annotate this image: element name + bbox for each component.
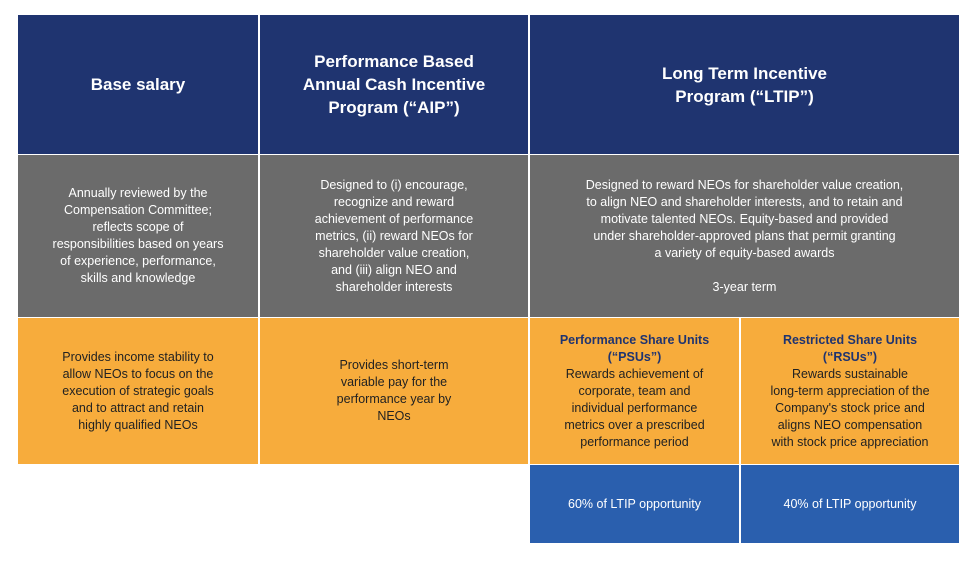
ltip-header [530, 15, 959, 154]
base-salary-header [18, 15, 258, 154]
psu-allocation-text: 60% of LTIP opportunity [568, 496, 701, 511]
base-salary-objective [18, 318, 258, 464]
rsu-allocation-text: 40% of LTIP opportunity [783, 496, 917, 511]
ltip-description-text: Designed to reward NEOs for shareholder value creation, to align NEO and shareholder interests, and to retain and motivate talented NEOs. Equity-based and provided under shareholder-approved plans that permit granting a variety of equity-based awards [585, 177, 904, 260]
aip-title: Performance Based Annual Cash Incentive Program (“AIP”) [302, 52, 486, 117]
ltip-title: Long Term Incentive Program (“LTIP”) [662, 63, 827, 106]
aip-header [260, 15, 528, 154]
rsu-title: Restricted Share Units (“RSUs”) [782, 332, 918, 364]
psu-title: Performance Share Units (“PSUs”) [559, 332, 710, 364]
base-salary-description-text: Annually reviewed by the Compensation Committee; reflects scope of responsibilities based on years of experience, performance, skills and knowledge [52, 186, 224, 285]
ltip-term: 3-year term [712, 279, 777, 294]
aip-description [260, 155, 528, 317]
rsu-objective [741, 318, 959, 464]
psu-objective [530, 318, 739, 464]
rsu-allocation [741, 465, 959, 543]
ltip-description [530, 155, 959, 317]
base-salary-title: Base salary [90, 75, 186, 94]
aip-description-text: Designed to (i) encourage, recognize and reward achievement of performance metrics, (ii) reward NEOs for shareholder value creation, and (iii) align NEO and shareholder interests [314, 177, 474, 294]
base-salary-objective-text: Provides income stability to allow NEOs to focus on the execution of strategic goals and to attract and retain highly qualified NEOs [62, 349, 214, 432]
psu-text: Rewards achievement of corporate, team and individual performance metrics over a prescribed performance period [564, 366, 705, 449]
base-salary-description [18, 155, 258, 317]
psu-allocation [530, 465, 739, 543]
aip-objective [260, 318, 528, 464]
rsu-text: Rewards sustainable long-term appreciation of the Company's stock price and aligns NEO compensation with stock price appreciation [770, 366, 930, 449]
aip-objective-text: Provides short-term variable pay for the performance year by NEOs [336, 358, 452, 423]
